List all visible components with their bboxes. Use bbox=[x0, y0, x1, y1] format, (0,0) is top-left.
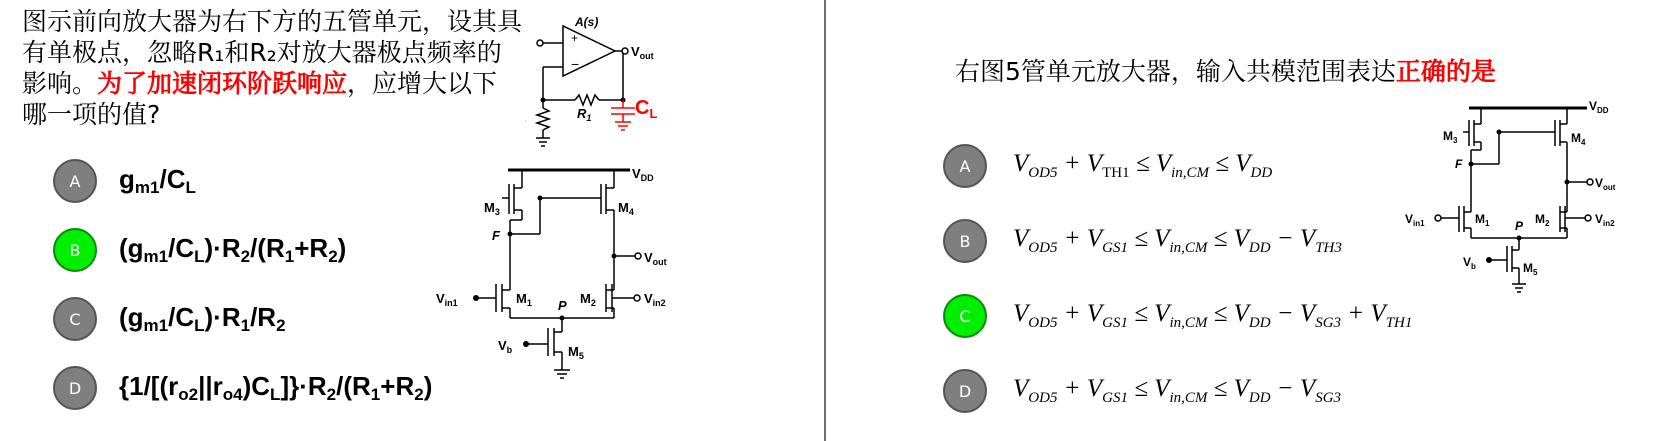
r-m2: M bbox=[1535, 212, 1545, 226]
fb-cl-label: C bbox=[635, 97, 650, 119]
option-b-badge[interactable]: B bbox=[53, 228, 97, 272]
right-option-c[interactable] bbox=[943, 294, 1412, 338]
right-five-transistor-diagram bbox=[1405, 100, 1667, 315]
r-vin2: V bbox=[1595, 212, 1604, 226]
svg-text:M3 bbox=[1443, 129, 1458, 145]
l-vin1: V bbox=[436, 291, 445, 306]
svg-text:M5 bbox=[1523, 261, 1538, 277]
left-option-a[interactable] bbox=[53, 159, 196, 203]
l-m4-sub: 4 bbox=[628, 207, 634, 217]
left-question bbox=[22, 6, 522, 130]
right-option-d-badge[interactable]: D bbox=[943, 369, 987, 413]
load-capacitor-icon bbox=[611, 100, 635, 130]
svg-text:CL bbox=[635, 97, 657, 121]
right-option-a-expr: $V_{OD5} + V_{TH1} \le V_{in,CM} \le V_{DD}$ bbox=[1013, 150, 1273, 181]
l-m1-sub: 1 bbox=[526, 298, 532, 308]
l-m3-sub: 3 bbox=[494, 207, 500, 217]
amp-gain-label: A(s) bbox=[575, 15, 599, 29]
r-m1-sub: 1 bbox=[1485, 219, 1490, 228]
svg-text:M5 bbox=[568, 344, 584, 361]
svg-text:R1 bbox=[577, 106, 591, 123]
r-vout: V bbox=[1595, 176, 1604, 190]
right-option-b[interactable] bbox=[943, 219, 1342, 263]
l-vb: V bbox=[498, 338, 507, 353]
left-option-b[interactable] bbox=[53, 228, 346, 272]
svg-text:−: − bbox=[571, 56, 580, 72]
l-m4: M bbox=[618, 200, 629, 215]
right-option-b-badge[interactable]: B bbox=[943, 219, 987, 263]
left-question-emphasis: 为了加速闭环阶跃响应 bbox=[97, 69, 348, 98]
svg-text:Vout bbox=[644, 250, 667, 267]
r-vin2-sub: in2 bbox=[1603, 219, 1615, 228]
r-m2-sub: 2 bbox=[1545, 219, 1550, 228]
option-c-badge[interactable]: C bbox=[53, 297, 97, 341]
right-question bbox=[955, 52, 1496, 88]
right-option-b-expr: $V_{OD5} + V_{GS1} \le V_{in,CM} \le V_{DD} - V_{TH3}$ bbox=[1013, 225, 1342, 256]
l-vout: V bbox=[644, 250, 653, 265]
svg-text:M2 bbox=[580, 291, 596, 308]
svg-text:Vout bbox=[631, 44, 654, 61]
left-question-tail: ，应增大以下哪一项的值? bbox=[22, 69, 498, 129]
right-question-text: 右图5管单元放大器，输入共模范围表达 bbox=[955, 57, 1396, 86]
r-f: F bbox=[1455, 157, 1463, 171]
right-option-c-expr: $V_{OD5} + V_{GS1} \le V_{in,CM} \le V_{DD} - V_{SG3} + V_{TH1}$ bbox=[1013, 300, 1413, 331]
r-vb: V bbox=[1463, 255, 1472, 269]
r-m1: M bbox=[1475, 212, 1485, 226]
right-option-d[interactable] bbox=[943, 369, 1341, 413]
svg-text:Vin2 bbox=[1595, 212, 1615, 228]
svg-text:Vout bbox=[1595, 176, 1616, 192]
l-m2-sub: 2 bbox=[590, 298, 596, 308]
r-m3-sub: 3 bbox=[1453, 136, 1458, 145]
fb-r1-label: R bbox=[577, 106, 587, 121]
r-m5-sub: 5 bbox=[1533, 268, 1538, 277]
left-five-transistor-diagram bbox=[430, 160, 710, 390]
svg-text:Vin2 bbox=[644, 291, 666, 308]
slide-divider bbox=[824, 0, 826, 441]
right-question-emphasis: 正确的是 bbox=[1395, 57, 1496, 86]
r-p: P bbox=[1515, 219, 1524, 233]
left-option-c[interactable] bbox=[53, 297, 286, 341]
l-m3: M bbox=[484, 200, 495, 215]
right-option-c-badge[interactable]: C bbox=[943, 294, 987, 338]
svg-text:M3 bbox=[484, 200, 500, 217]
right-option-d-expr: $V_{OD5} + V_{GS1} \le V_{in,CM} \le V_{DD} - V_{SG3}$ bbox=[1013, 375, 1342, 406]
l-f: F bbox=[492, 228, 500, 243]
left-option-c-expr: $(g_{m1}/C_L)\cdot R_1/R_2$ bbox=[119, 302, 286, 335]
svg-text:M2 bbox=[1535, 212, 1550, 228]
svg-text:M4 bbox=[618, 200, 634, 217]
svg-text:Vin1 bbox=[1405, 212, 1425, 228]
r-m3: M bbox=[1443, 129, 1453, 143]
l-vb-sub: b bbox=[506, 345, 513, 355]
right-option-a-badge[interactable]: A bbox=[943, 144, 987, 188]
fb-r1-sub: 1 bbox=[586, 113, 592, 123]
l-m2: M bbox=[580, 291, 591, 306]
left-question-text: 图示前向放大器为右下方的五管单元，设其具有单极点，忽略R₁和R₂对放大器极点频率的影响。 bbox=[22, 7, 523, 98]
svg-text:Vb bbox=[498, 338, 513, 355]
l-vin2-sub: in2 bbox=[652, 298, 666, 308]
fb-vout-label: V bbox=[631, 44, 640, 59]
left-option-d[interactable] bbox=[53, 366, 432, 410]
svg-text:M4 bbox=[1571, 131, 1586, 147]
l-vin1-sub: in1 bbox=[444, 298, 458, 308]
r-m5: M bbox=[1523, 261, 1533, 275]
svg-text:Vb bbox=[1463, 255, 1476, 271]
r-vdd: V bbox=[1589, 100, 1598, 113]
svg-text:M1 bbox=[1475, 212, 1490, 228]
l-vin2: V bbox=[644, 291, 653, 306]
l-vdd-sub: DD bbox=[640, 173, 654, 183]
left-option-d-expr: $\{1/[(r_{o2}||r_{o4})C_L]\}\cdot R_2/(R_1+R_2)$ bbox=[119, 371, 433, 404]
svg-text:+: + bbox=[571, 31, 579, 45]
r-vdd-sub: DD bbox=[1597, 106, 1609, 115]
svg-text:M1 bbox=[516, 291, 532, 308]
l-p: P bbox=[558, 298, 567, 313]
fb-vout-sub: out bbox=[639, 51, 654, 61]
l-m5-sub: 5 bbox=[578, 351, 584, 361]
l-m1: M bbox=[516, 291, 527, 306]
r-vout-sub: out bbox=[1603, 183, 1616, 192]
l-m5: M bbox=[568, 344, 579, 359]
r-vb-sub: b bbox=[1471, 262, 1476, 271]
svg-text:Vin1 bbox=[436, 291, 458, 308]
svg-text:VDD bbox=[1589, 100, 1609, 115]
option-a-badge[interactable]: A bbox=[53, 159, 97, 203]
option-d-badge[interactable]: D bbox=[53, 366, 97, 410]
r-vin1: V bbox=[1405, 212, 1414, 226]
r-m4-sub: 4 bbox=[1581, 138, 1586, 147]
svg-text:VDD bbox=[632, 166, 654, 183]
left-option-a-expr: $g_{m1}/C_L$ bbox=[119, 164, 196, 197]
fb-cl-sub: L bbox=[649, 106, 658, 121]
r-m4: M bbox=[1571, 131, 1581, 145]
l-vout-sub: out bbox=[652, 257, 667, 267]
r-vin1-sub: in1 bbox=[1413, 219, 1425, 228]
right-option-a[interactable] bbox=[943, 144, 1272, 188]
l-vdd: V bbox=[632, 166, 641, 181]
left-option-b-expr: $(g_{m1}/C_L)\cdot R_2/(R_1+R_2)$ bbox=[119, 233, 347, 266]
feedback-amplifier-diagram bbox=[525, 10, 725, 160]
